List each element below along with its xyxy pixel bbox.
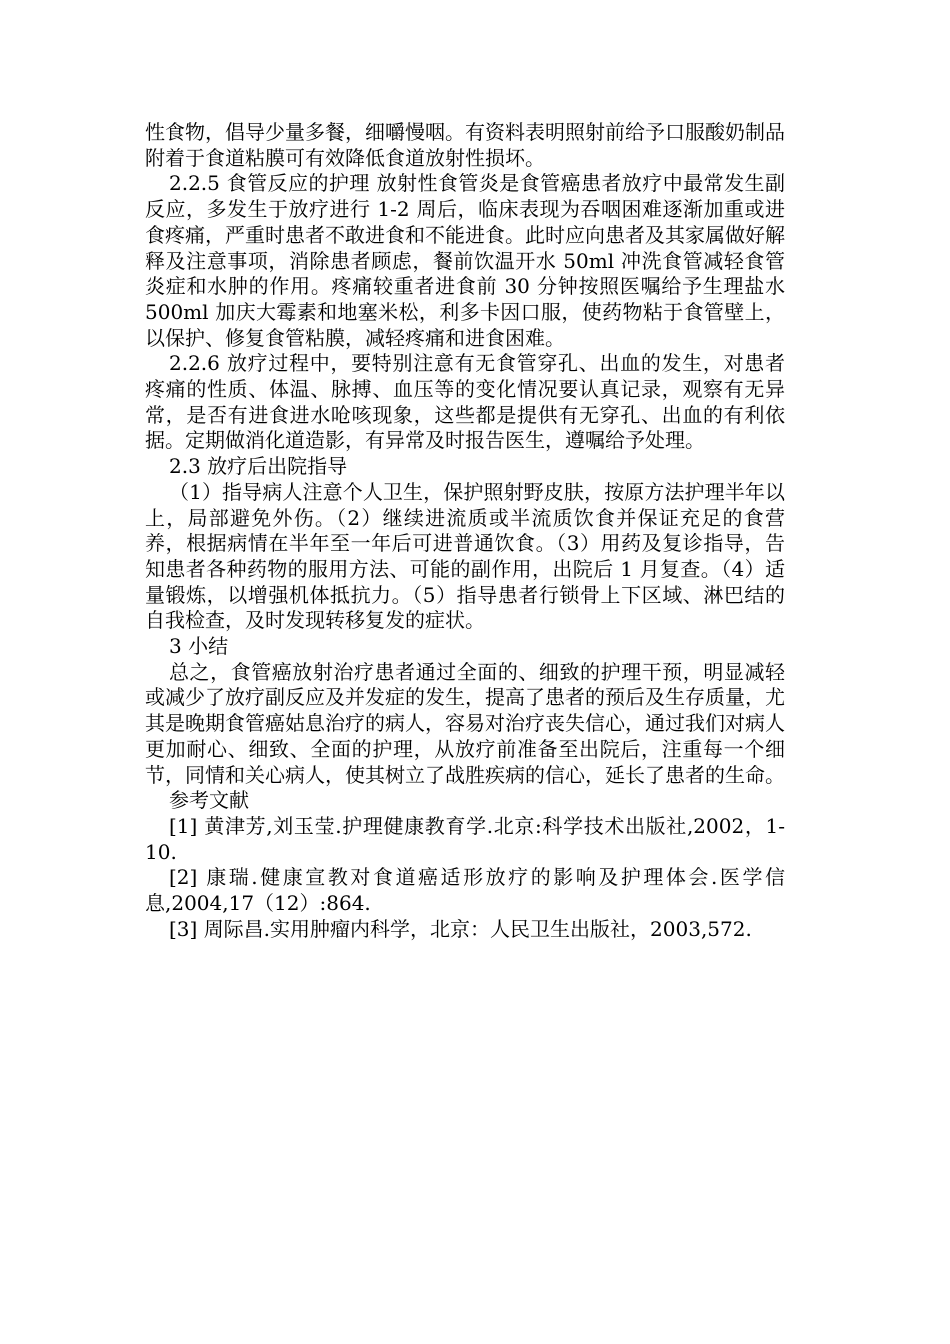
reference-item: [3] 周际昌.实用肿瘤内科学，北京：人民卫生出版社，2003,572. — [169, 916, 752, 941]
paragraph-perforation-monitoring: 2.2.6 放疗过程中，要特别注意有无食管穿孔、出血的发生，对患者疼痛的性质、体温、脉搏、血压等的变化情况要认真记录，观察有无异常，是否有进食进水呛咳现象，这些都是提供有无穿孔、出血的有利依据。定期做消化道造影，有异常及时报告医生，遵嘱给予处理。 — [145, 351, 785, 453]
section-heading-discharge: 2.3 放疗后出院指导 — [169, 454, 348, 479]
section-heading-summary: 3 小结 — [169, 634, 229, 659]
paragraph-discharge-guidance: （1）指导病人注意个人卫生，保护照射野皮肤，按原方法护理半年以上，局部避免外伤。（2）继续进流质或半流质饮食并保证充足的食营养，根据病情在半年至一年后可进普通饮食。（3）用药及复诊指导，告知患者各种药物的服用方法、可能的副作用，出院后 1 月复查。（4）适量锻炼，以增强机体抵抗力。（5）指导患者行锁骨上下区域、淋巴结的自我检查，及时发现转移复发的症状。 — [145, 479, 785, 633]
reference-item: [1] 黄津芳,刘玉莹.护理健康教育学.北京:科学技术出版社,2002，1-10. — [145, 813, 785, 864]
paragraph-continuation: 性食物，倡导少量多餐，细嚼慢咽。有资料表明照射前给予口服酸奶制品附着于食道粘膜可有效降低食道放射性损坏。 — [145, 120, 785, 170]
document-body — [145, 120, 785, 943]
reference-item: [2] 康瑞.健康宣教对食道癌适形放疗的影响及护理体会.医学信息,2004,17（12）:864. — [145, 865, 785, 916]
paragraph-summary: 总之，食管癌放射治疗患者通过全面的、细致的护理干预，明显减轻或减少了放疗副反应及并发症的发生，提高了患者的预后及生存质量，尤其是晚期食管癌姑息治疗的病人，容易对治疗丧失信心，通过我们对病人更加耐心、细致、全面的护理，从放疗前准备至出院后，注重每一个细节，同情和关心病人，使其树立了战胜疾病的信心，延长了患者的生命。 — [145, 659, 785, 787]
paragraph-esophageal-reaction: 2.2.5 食管反应的护理 放射性食管炎是食管癌患者放疗中最常发生副反应，多发生于放疗进行 1-2 周后，临床表现为吞咽困难逐渐加重或进食疼痛，严重时患者不敢进食和不能进食。此时应向患者及其家属做好解释及注意事项，消除患者顾虑，餐前饮温开水 50ml 冲洗食管减轻食管炎症和水肿的作用。疼痛较重者进食前 30 分钟按照医嘱给予生理盐水 500ml 加庆大霉素和地塞米松，利多卡因口服，使药物粘于食管壁上，以保护、修复食管粘膜，减轻疼痛和进食困难。 — [145, 171, 785, 350]
references-heading: 参考文献 — [169, 788, 249, 813]
